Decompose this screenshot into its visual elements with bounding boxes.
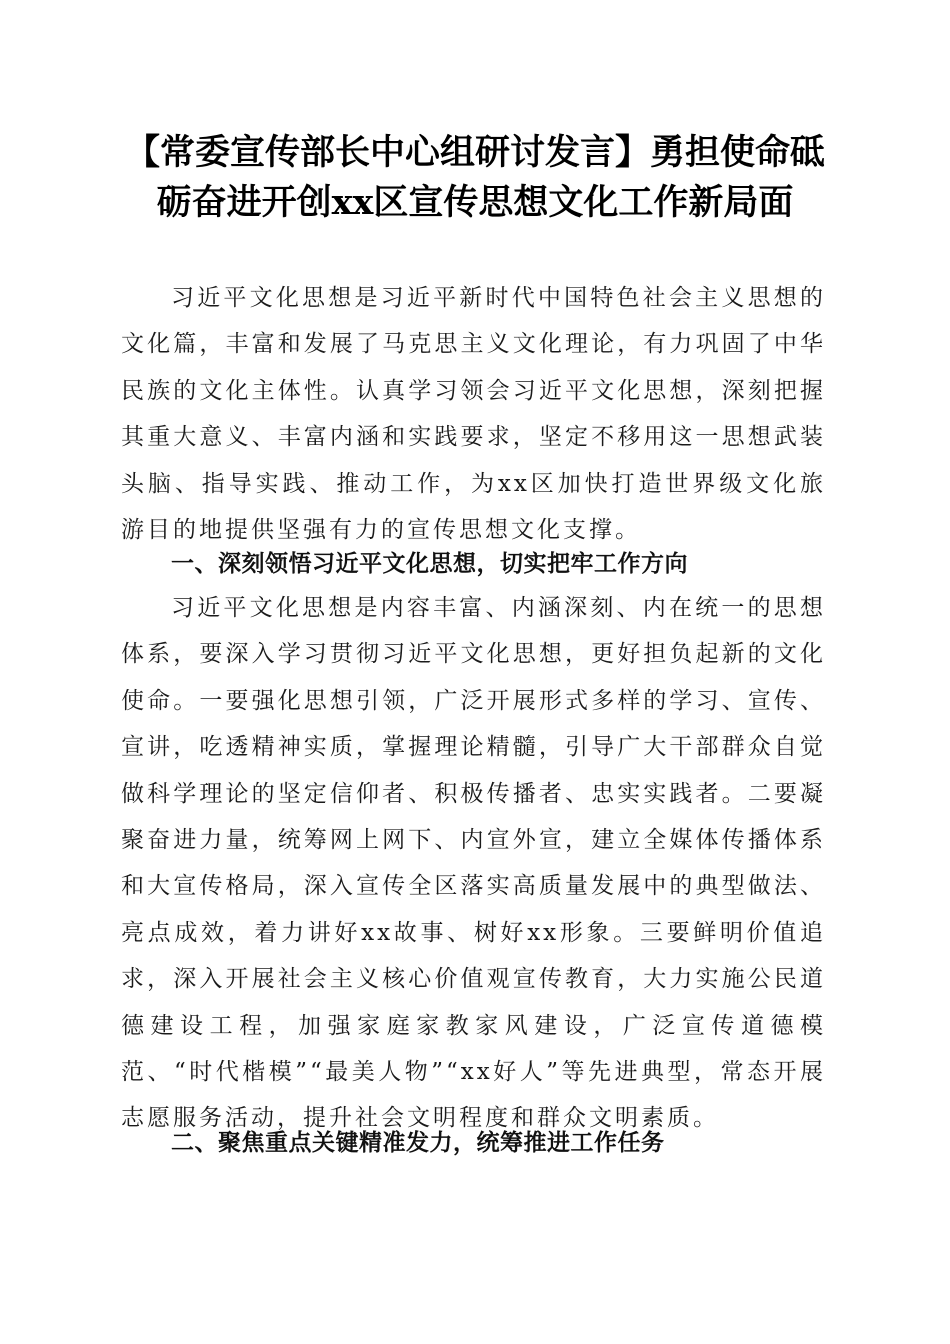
title-line-2: 砺奋进开创xx区宣传思想文化工作新局面 (156, 182, 794, 223)
section-1-paragraph: 习近平文化思想是内容丰富、内涵深刻、内在统一的思想体系，要深入学习贯彻习近平文化思想，更好担负起新的文化使命。一要强化思想引领，广泛开展形式多样的学习、宣传、宣讲，吃透精神实质，掌握理论精髓，引导广大干部群众自觉做科学理论的坚定信仰者、积极传播者、忠实实践者。二要凝聚奋进力量，统筹网上网下、内宣外宣，建立全媒体传播体系和大宣传格局，深入宣传全区落实高质量发展中的典型做法、亮点成效，着力讲好xx故事、树好xx形象。三要鲜明价值追求，深入开展社会主义核心价值观宣传教育，大力实施公民道德建设工程，加强家庭家教家风建设，广泛宣传道德模范、“时代楷模”“最美人物”“xx好人”等先进典型，常态开展志愿服务活动，提升社会文明程度和群众文明素质。 (121, 595, 826, 1132)
section-heading-2: 二、聚焦重点关键精准发力，统筹推进工作任务 (171, 1130, 665, 1156)
section-heading-1: 一、深刻领悟习近平文化思想，切实把牢工作方向 (171, 551, 688, 577)
intro-paragraph: 习近平文化思想是习近平新时代中国特色社会主义思想的文化篇，丰富和发展了马克思主义文化理论，有力巩固了中华民族的文化主体性。认真学习领会习近平文化思想，深刻把握其重大意义、丰富内涵和实践要求，坚定不移用这一思想武装头脑、指导实践、推动工作，为xx区加快打造世界级文化旅游目的地提供坚强有力的宣传思想文化支撑。 (121, 285, 826, 544)
document-title (100, 128, 850, 228)
title-line-1: 【常委宣传部长中心组研讨发言】勇担使命砥 (124, 132, 825, 173)
